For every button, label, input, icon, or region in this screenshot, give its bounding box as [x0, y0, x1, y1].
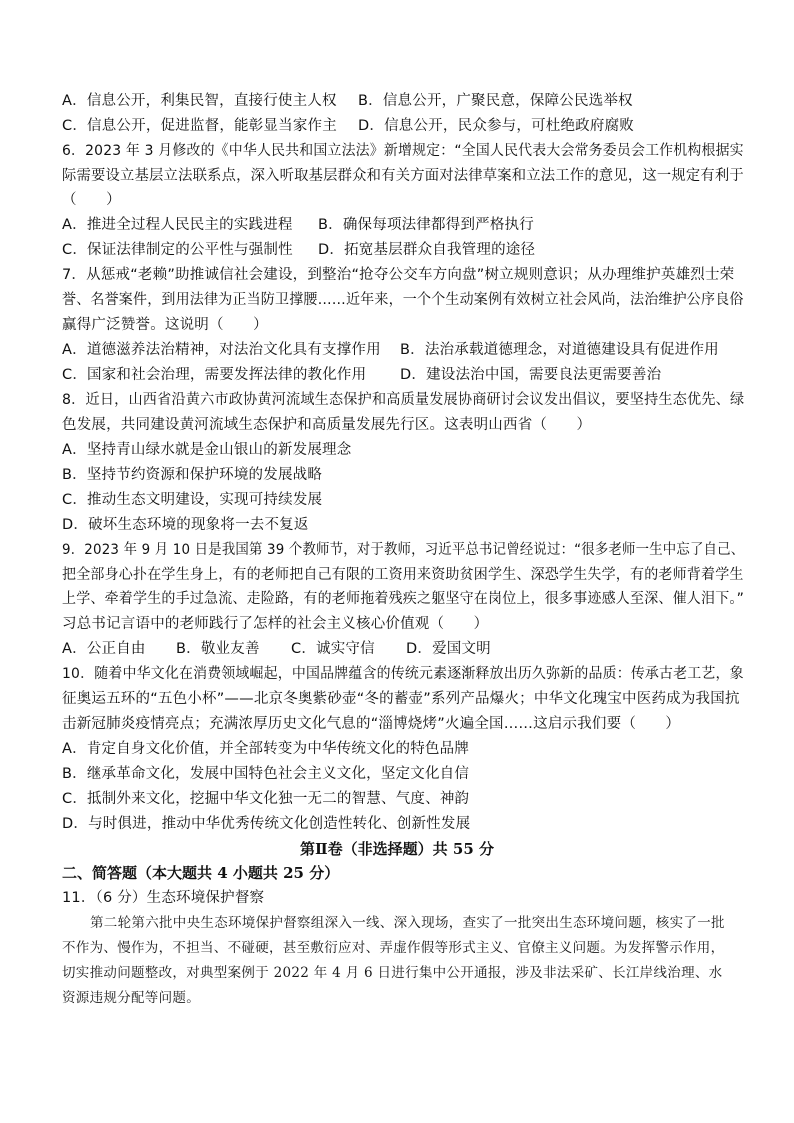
q7-stem-line-3: 赢得广泛赞誉。这说明（ ）: [62, 317, 268, 333]
q9-stem-line-4: 习总书记言语中的老师践行了怎样的社会主义核心价值观（ ）: [62, 616, 489, 632]
q10-stem-line-2: 征奥运五环的“五色小杯”——北京冬奥紫砂壶“冬的蓄壶”系列产品爆火；中华文化瑰宝中医药成为我国抗: [62, 691, 740, 707]
part-2-heading: 第Ⅱ卷（非选择题）共 55 分: [300, 840, 494, 858]
q8-option-b: B．坚持节约资源和保护环境的发展战略: [62, 467, 323, 483]
q6-options-row-1: [62, 216, 534, 234]
q9-option-b: B．敬业友善: [176, 641, 260, 657]
q8-stem-line-1: 8．近日，山西省沿黄六市政协黄河流域生态保护和高质量发展协商研讨会议发出倡议，要坚持生态优先、绿: [62, 392, 745, 408]
q8-option-c: C．推动生态文明建设，实现可持续发展: [62, 492, 323, 508]
q6-stem-line-2: 际需要设立基层立法联系点，深入听取基层群众和有关方面对法律草案和立法工作的意见，这一规定有利于: [62, 168, 744, 184]
q6-option-c: C．保证法律制定的公平性与强制性: [62, 242, 293, 258]
q7-option-a: A．道德滋养法治精神，对法治文化具有支撑作用: [62, 342, 381, 358]
section-2-heading: 二、简答题（本大题共 4 小题共 25 分）: [62, 864, 340, 882]
q9-option-a: A．公正自由: [62, 641, 146, 657]
q8-option-d: D．破坏生态环境的现象将一去不复返: [62, 517, 309, 533]
q10-option-d: D．与时俱进，推动中华优秀传统文化创造性转化、创新性发展: [62, 816, 471, 832]
q7-options-row-1: [62, 341, 719, 359]
q9-stem-line-1: 9．2023 年 9 月 10 日是我国第 39 个教师节，对于教师，习近平总书记曾经说过：“很多老师一生中忘了自己、: [62, 542, 745, 558]
q5-option-d: D．信息公开，民众参与，可杜绝政府腐败: [358, 118, 634, 134]
q6-stem-line-3: （ ）: [62, 192, 121, 208]
q7-option-c: C．国家和社会治理，需要发挥法律的教化作用: [62, 367, 367, 383]
q10-stem-line-1: 10．随着中华文化在消费领域崛起，中国品牌蕴含的传统元素逐渐释放出历久弥新的品质：传承古老工艺，象: [62, 666, 744, 682]
q9-option-d: D．爱国文明: [406, 641, 491, 657]
q10-option-a: A．肯定自身文化价值，并全部转变为中华传统文化的特色品牌: [62, 741, 470, 757]
q6-option-d: D．拓宽基层群众自我管理的途径: [318, 242, 536, 258]
q8-stem-line-2: 色发展，共同建设黄河流域生态保护和高质量发展先行区。这表明山西省（ ）: [62, 417, 592, 433]
q7-options-row-2: [62, 366, 662, 384]
q11-title: 11．（6 分）生态环境保护督察: [62, 890, 265, 906]
q7-option-d: D．建设法治中国，需要良法更需要善治: [400, 367, 662, 383]
q6-option-b: B．确保每项法律都得到严格执行: [318, 217, 534, 233]
q7-stem-line-1: 7．从惩戒“老赖”助推诚信社会建设，到整治“抢夺公交车方向盘”树立规则意识；从办理维护英雄烈士荣: [62, 267, 735, 283]
q9-stem-line-2: 把全部身心扑在学生身上，有的老师把自己有限的工资用来资助贫困学生、深恐学生失学，有的老师背着学生: [62, 567, 744, 583]
q11-material: 第二轮第六批中央生态环境保护督察组深入一线、深入现场，查实了一批突出生态环境问题，核实了一批不作为、慢作为，不担当、不碰硬，甚至敷衍应对、弄虚作假等形式主义、官僚主义问题。为发挥警示作用，切实推动问题整改，对典型案例于 2022 年 4 月 6 日进行集中公开通报，涉及非法采矿、长江岸线治理、水资源违规分配等问题。: [62, 915, 725, 1006]
q9-option-c: C．诚实守信: [291, 641, 375, 657]
question-5-options-row-2: [62, 117, 634, 135]
q9-options-row: [62, 640, 491, 658]
q7-stem-line-2: 誉、名誉案件，到用法律为正当防卫撑腰……近年来，一个个生动案例有效树立社会风尚，法治维护公序良俗: [62, 292, 744, 308]
q5-option-b: B．信息公开，广聚民意，保障公民选举权: [358, 93, 633, 109]
question-5-options-row-1: [62, 92, 633, 110]
q6-stem-line-1: 6．2023 年 3 月修改的《中华人民共和国立法法》新增规定：“全国人民代表大会常务委员会工作机构根据实: [62, 143, 744, 159]
q5-option-a: A．信息公开，利集民智，直接行使主人权: [62, 93, 337, 109]
q8-option-a: A．坚持青山绿水就是金山银山的新发展理念: [62, 442, 352, 458]
q10-option-b: B．继承革命文化，发展中国特色社会主义文化，坚定文化自信: [62, 766, 470, 782]
q10-stem-line-3: 击新冠肺炎疫情亮点；充满浓厚历史文化气息的“淄博烧烤”火遍全国……这启示我们要（ ）: [62, 716, 681, 732]
q6-options-row-2: [62, 241, 536, 259]
q5-option-c: C．信息公开，促进监督，能彰显当家作主: [62, 118, 337, 134]
q9-stem-line-3: 上学、牵着学生的手过急流、走险路，有的老师拖着残疾之躯坚守在岗位上，很多事迹感人至深、催人泪下。”: [62, 591, 745, 607]
q6-option-a: A．推进全过程人民民主的实践进程: [62, 217, 293, 233]
q7-option-b: B．法治承载道德理念，对道德建设具有促进作用: [400, 342, 719, 358]
q10-option-c: C．抵制外来文化，挖掘中华文化独一无二的智慧、气度、神韵: [62, 791, 470, 807]
